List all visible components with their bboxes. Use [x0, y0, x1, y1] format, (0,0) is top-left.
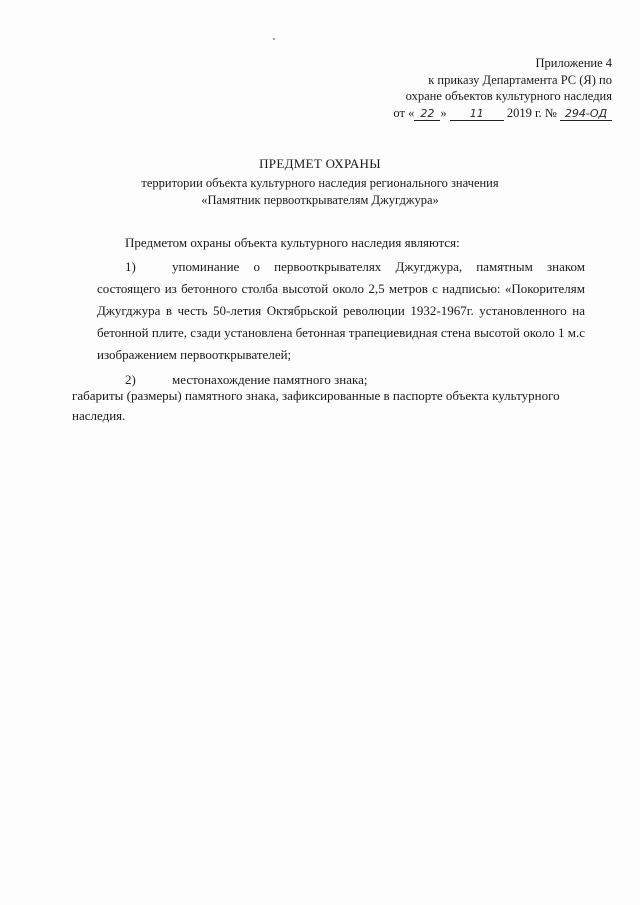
date-month-handwritten: 11: [450, 107, 504, 121]
list-item-2-number: 2): [125, 372, 136, 387]
appendix-department: охране объектов культурного наследия: [405, 89, 612, 103]
doc-number-handwritten: 294-ОД: [560, 107, 612, 121]
intro-paragraph: Предметом охраны объекта культурного наследия являются:: [125, 235, 460, 250]
date-mid: »: [440, 105, 447, 120]
date-year: 2019 г. №: [506, 105, 557, 120]
appendix-number: Приложение 4: [535, 56, 612, 70]
document-subtitle-2: «Памятник первооткрывателям Джугджура»: [201, 193, 439, 207]
list-item-3: габариты (размеры) памятного знака, зафиксированные в паспорте объекта культурного наследия.: [72, 388, 560, 423]
appendix-date-line: [352, 105, 612, 122]
list-item-1-number: 1): [125, 259, 136, 274]
date-prefix: от «: [393, 105, 415, 120]
document-subtitle-1: территории объекта культурного наследия регионального значения: [141, 176, 499, 190]
list-item-2-text: местонахождение памятного знака;: [172, 372, 368, 387]
date-day-handwritten: 22: [414, 107, 440, 121]
scan-speck: [273, 38, 275, 40]
appendix-block: [352, 55, 612, 121]
appendix-order-ref: к приказу Департамента РС (Я) по: [428, 72, 612, 87]
document-title: ПРЕДМЕТ ОХРАНЫ: [259, 156, 381, 171]
list-item-1-text: упоминание о первооткрывателях Джугджура, памятным знаком состоящего из бетонного столба высотой около 2,5 метров с надписью: «Покорителям Джугджура в честь 50-летия Октябрьской революции 1932-1967г. установленного на бетонной плите, сзади установлена бетонная трапециевидная стена высотой около 1 м.с изображением первооткрывателей;: [97, 259, 585, 362]
list-item-1: [97, 256, 585, 366]
